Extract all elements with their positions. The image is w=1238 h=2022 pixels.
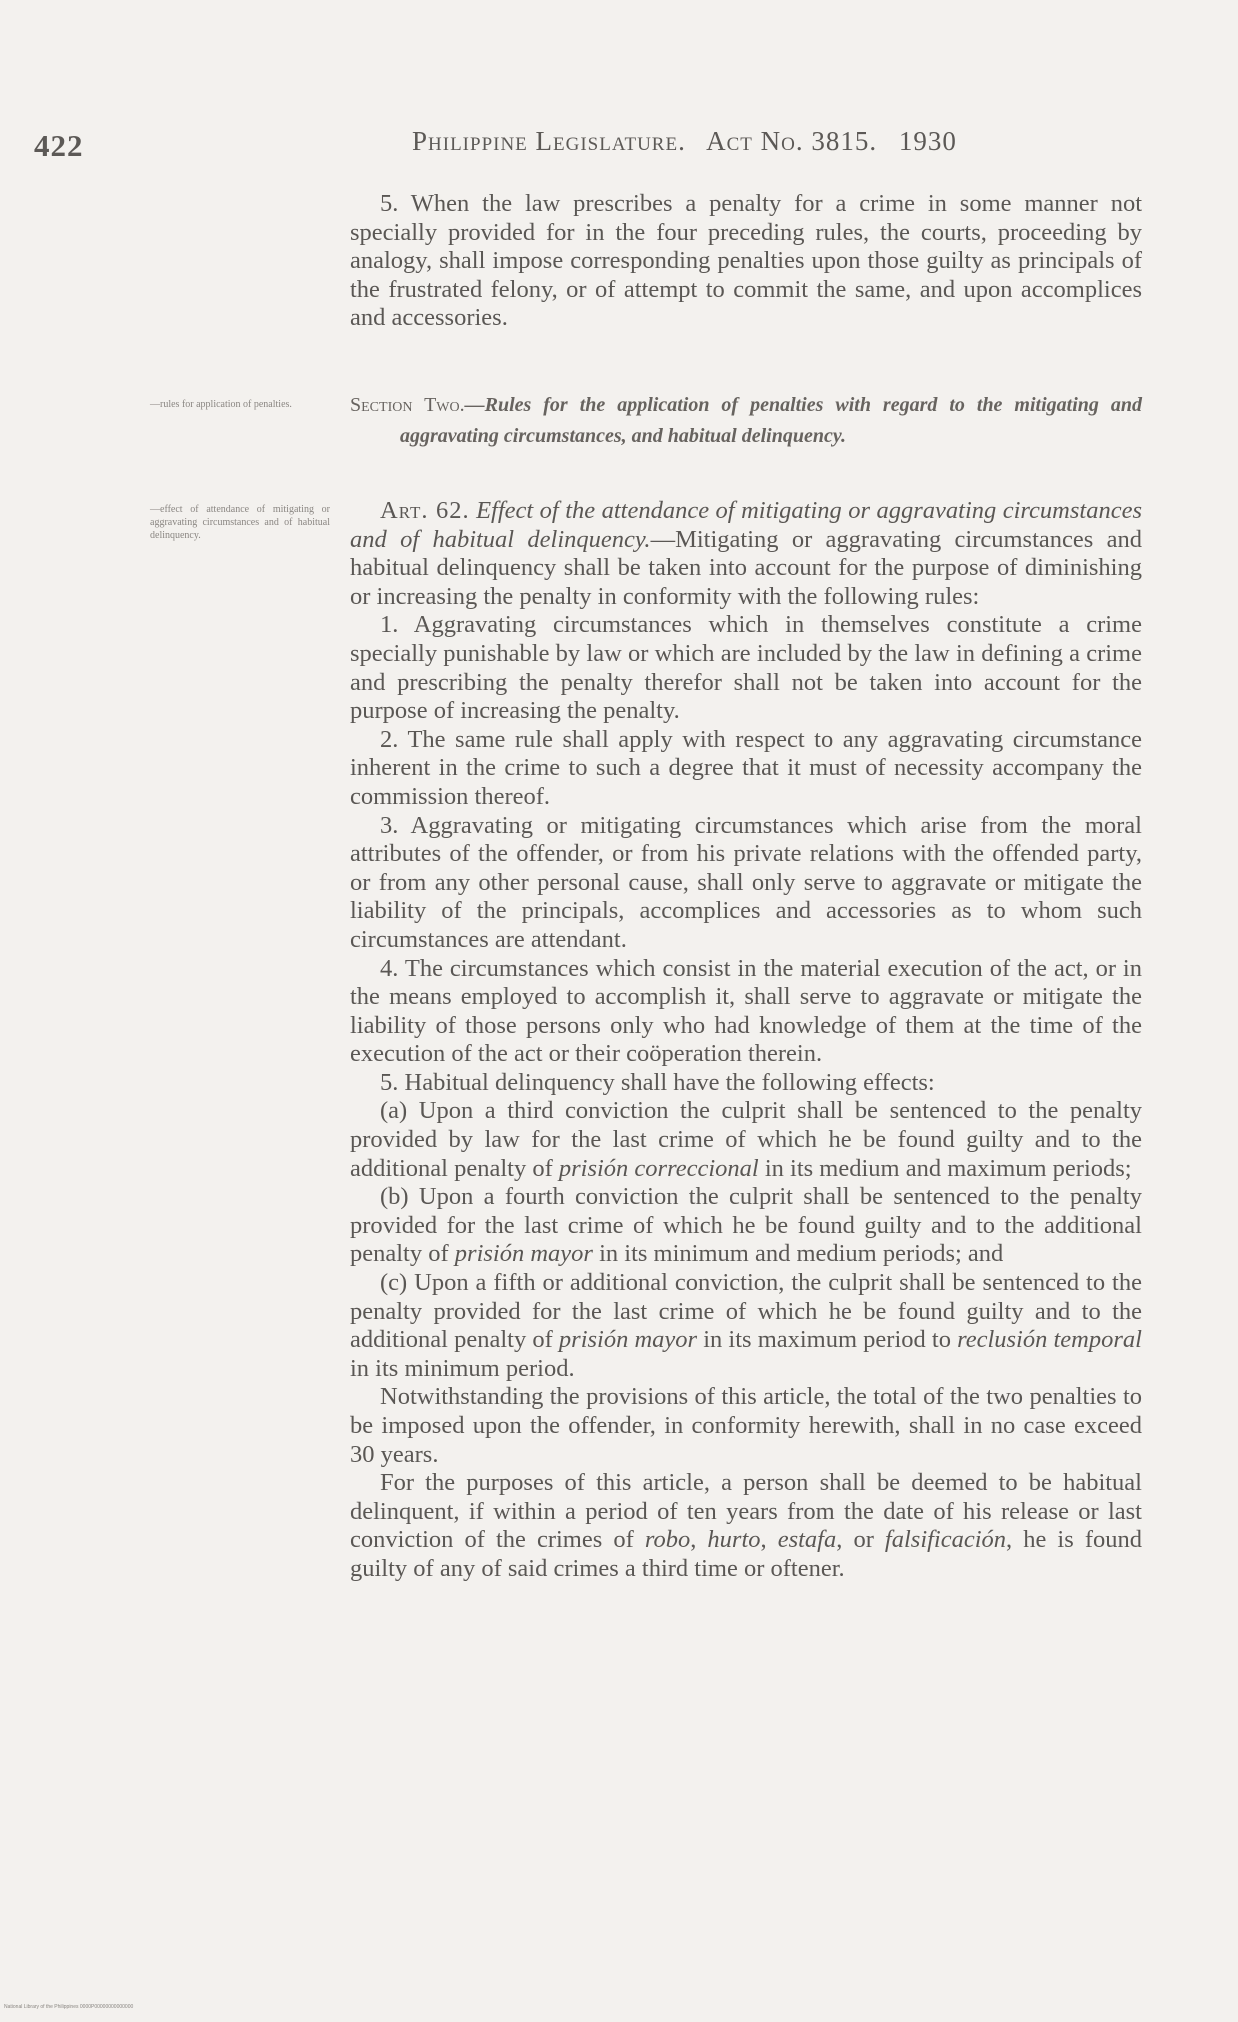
paragraph-block-rule-5 [350, 190, 1142, 333]
year: 1930 [898, 126, 957, 156]
rule-5a-italic: prisión correccional [558, 1154, 759, 1182]
separator-1: , [690, 1526, 708, 1554]
margin-note-rules: —rules for application of penalties. [150, 399, 292, 410]
page-number: 422 [34, 128, 84, 163]
rule-5c-end: in its minimum period. [350, 1354, 575, 1382]
running-head [412, 126, 1072, 157]
article-title: Effect of the attendance of mitigating or aggravating circumstances and of habitual delinquency. [350, 497, 1142, 553]
rule-5c-text: (c) Upon a fifth or additional conviction, the culprit shall be sentenced to the penalty provided for the last crime of which he be found guilty and to the additional penalty of [350, 1269, 1142, 1354]
rule-5c-mid: in its maximum period to [697, 1326, 958, 1354]
rule-5b [350, 1183, 1142, 1269]
act-number: Act No. 3815. [706, 126, 878, 156]
rule-5b-end: in its minimum and medium periods; and [592, 1240, 1004, 1268]
crime-robo: robo [644, 1526, 691, 1554]
rule-5c-italic-2: reclusión temporal [957, 1326, 1142, 1354]
rule-4: 4. The circumstances which consist in the material execution of the act, or in the means employed to accomplish it, shall serve to aggravate or mitigate the liability of those persons only who had knowledge of them at the time of the execution of the act or their coöperation therein. [350, 954, 1142, 1068]
rule-5c-italic-1: prisión mayor [558, 1326, 698, 1354]
separator-2: , [760, 1526, 778, 1554]
rule-5a [350, 1097, 1142, 1183]
rule-5b-text: (b) Upon a fourth conviction the culprit shall be sentenced to the penalty provided for the last crime of which he be found guilty and to the additional penalty of [350, 1183, 1142, 1268]
section-two-heading [350, 390, 1142, 452]
rule-1: 1. Aggravating circumstances which in themselves constitute a crime specially punishable by law or which are included by the law in defining a crime and prescribing the penalty therefor shall not be taken into account for the purpose of increasing the penalty. [350, 611, 1142, 725]
notwithstanding-paragraph: Notwithstanding the provisions of this article, the total of the two penalties to be imposed upon the offender, in conformity herewith, shall in no case exceed 30 years. [350, 1383, 1142, 1468]
rule-5-paragraph: 5. When the law prescribes a penalty for a crime in some manner not specially provided for in the four preceding rules, the courts, proceeding by analogy, shall impose corresponding penalties upon those guilty as principals of the frustrated felony, or of attempt to commit the same, and upon accomplices and accessories. [350, 190, 1142, 332]
running-title: Philippine Legislature. [412, 126, 686, 156]
article-62-intro [350, 497, 1142, 611]
rule-3: 3. Aggravating or mitigating circumstances which arise from the moral attributes of the offender, or from his private relations with the offended party, or from any other personal cause, shall only serve to aggravate or mitigate the liability of the principals, accomplices and accessories as to whom such circumstances are attendant. [350, 811, 1142, 953]
rule-5a-end: in its medium and maximum periods; [758, 1154, 1132, 1182]
section-title: —Rules for the application of penalties with regard to the mitigating and aggravating circumstances, and habitual delinquency. [400, 394, 1142, 447]
rule-5b-italic: prisión mayor [454, 1240, 593, 1268]
article-label: Art. 62. [380, 497, 470, 524]
rule-5c [350, 1269, 1142, 1383]
purposes-end: , he is found guilty of any of said crimes a third time or oftener. [350, 1526, 1143, 1582]
margin-note-effect: —effect of attendance of mitigating or aggravating circumstances and of habitual delinquency. [150, 504, 330, 541]
crime-falsificacion: falsificación [884, 1526, 1007, 1554]
purposes-paragraph [350, 1469, 1142, 1583]
separator-3: , or [836, 1526, 885, 1554]
footer-scan-note: National Library of the Philippines 0000P00000000000000 [4, 2004, 134, 2010]
section-label: Section Two. [350, 394, 465, 416]
crime-estafa: estafa [777, 1526, 837, 1554]
rule-5a-text: (a) Upon a third conviction the culprit shall be sentenced to the penalty provided by law for the last crime of which he be found guilty and to the additional penalty of [350, 1097, 1142, 1182]
purposes-text: For the purposes of this article, a person shall be deemed to be habitual delinquent, if within a period of ten years from the date of his release or last conviction of the crimes of [350, 1469, 1142, 1554]
article-62-block [350, 497, 1142, 1584]
crime-hurto: hurto [707, 1526, 761, 1554]
rule-2: 2. The same rule shall apply with respect to any aggravating circumstance inherent in the crime to such a degree that it must of necessity accompany the commission thereof. [350, 725, 1142, 810]
rule-5: 5. Habitual delinquency shall have the following effects: [380, 1068, 935, 1096]
article-intro-text: —Mitigating or aggravating circumstances and habitual delinquency shall be taken into account for the purpose of diminishing or increasing the penalty in conformity with the following rules: [350, 525, 1142, 610]
